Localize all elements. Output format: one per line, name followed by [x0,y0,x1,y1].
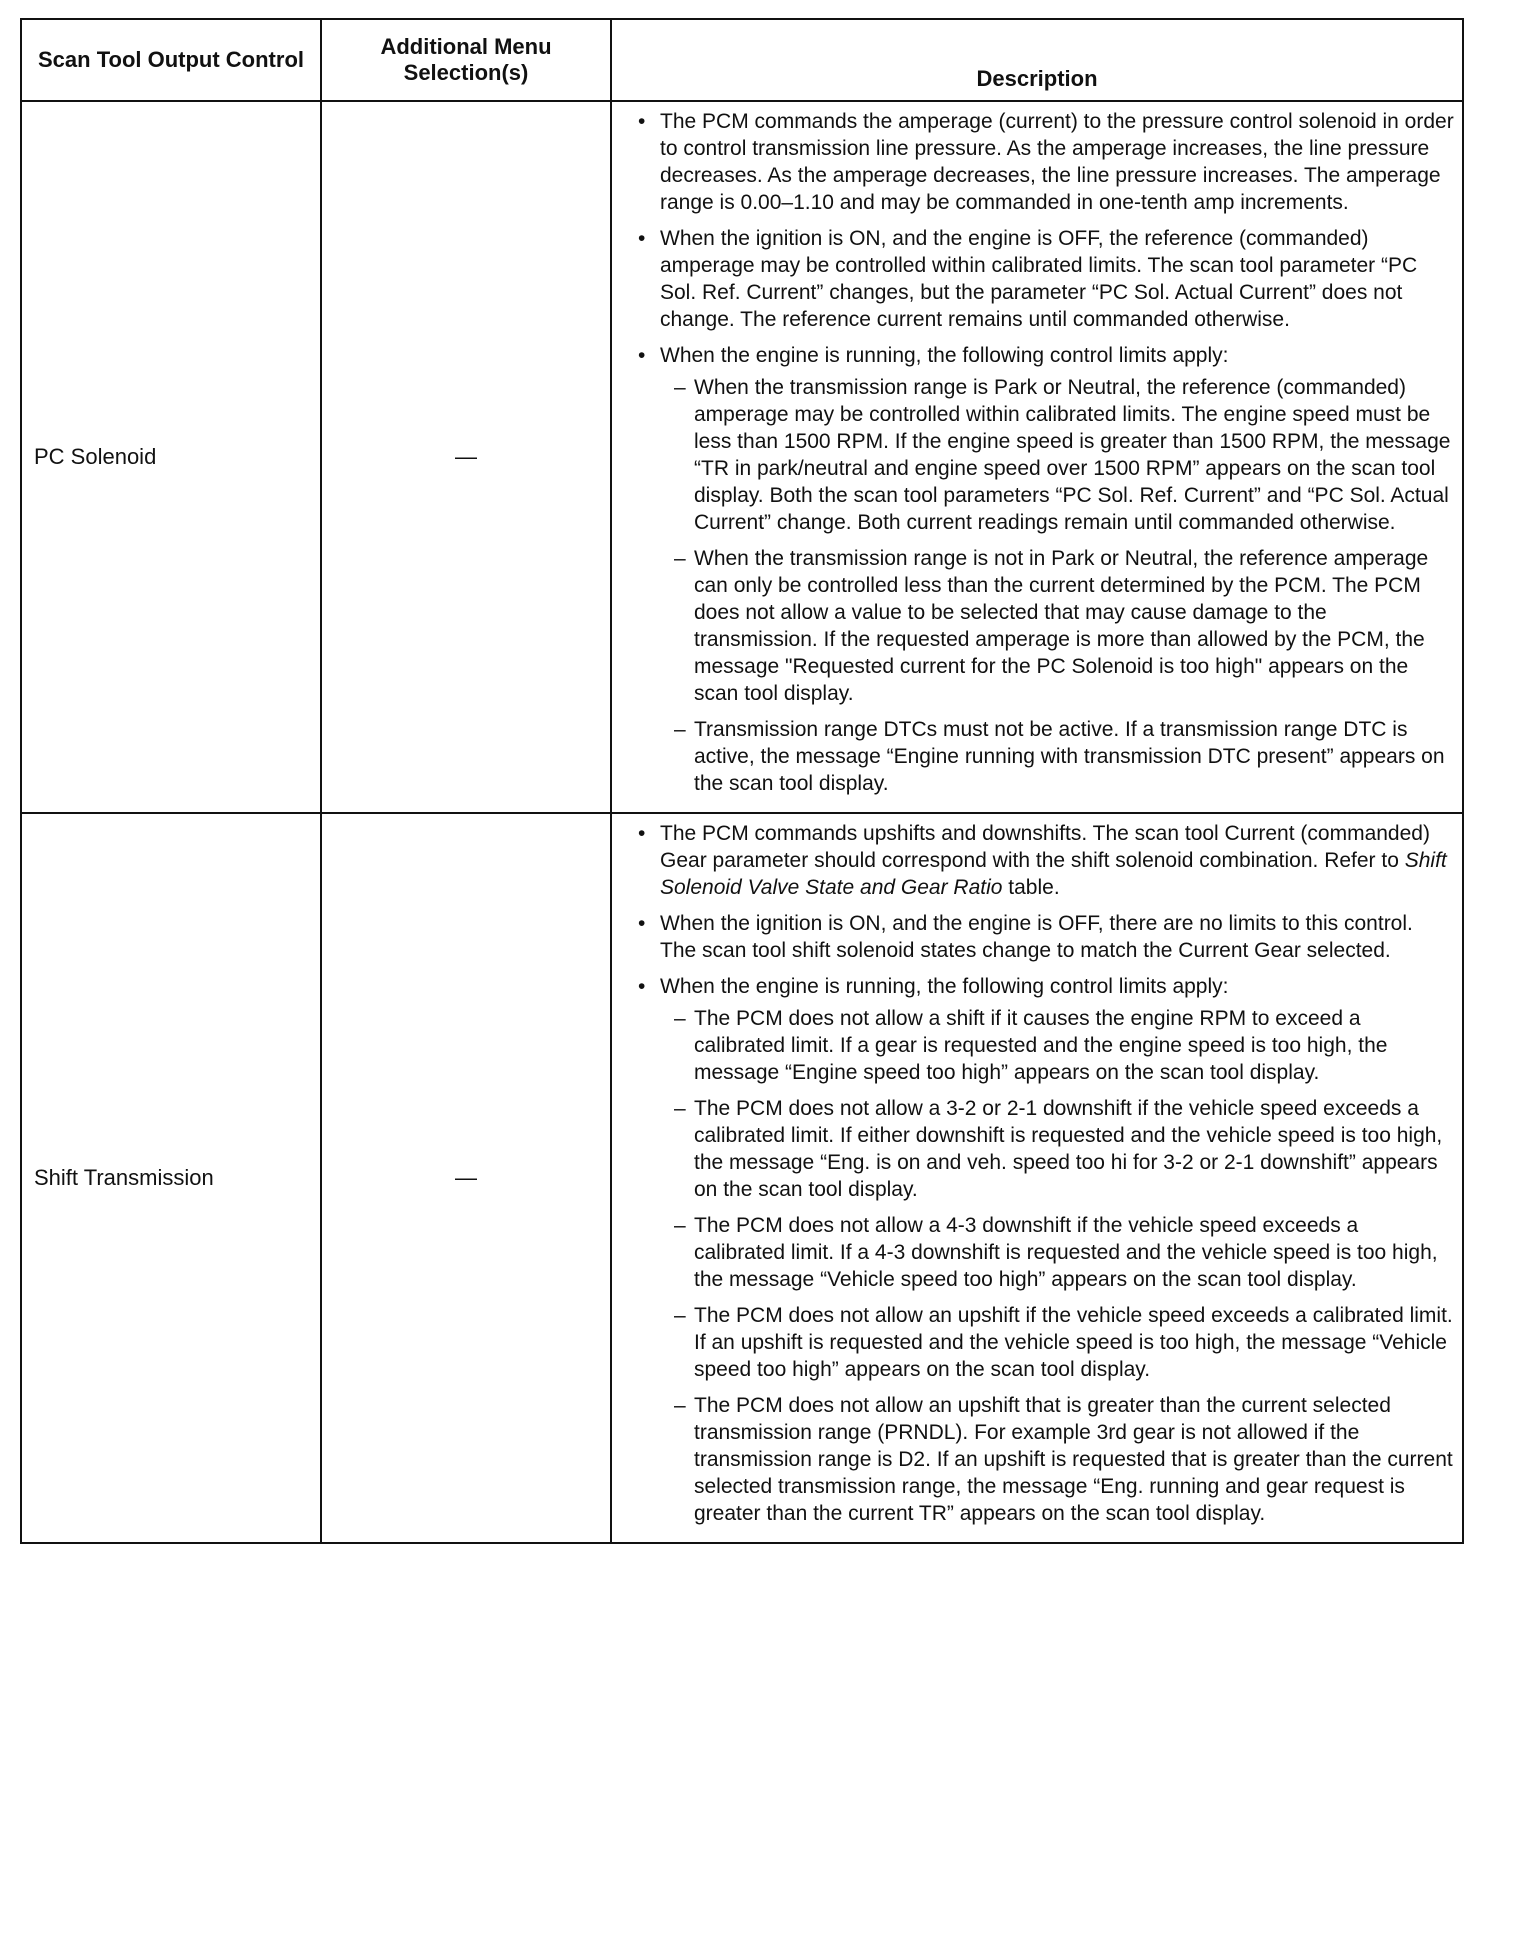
sub-item-text: The PCM does not allow a 4-3 downshift if the vehicle speed exceeds a calibrated limit. If a 4-3 downshift is requested and the vehicle speed is too high, the message “Vehicle speed too high” appears on the scan tool display. [694,1214,1438,1291]
row-control-name: Shift Transmission [21,813,321,1543]
row-description [611,813,1463,1543]
table-row [21,101,1463,813]
bullet-icon: • [638,110,646,133]
description-sub-item [660,374,1454,536]
bullet-icon: • [638,227,646,250]
bullet-text-tail: table. [1002,876,1060,899]
dash-icon: – [674,547,686,570]
sub-item-text: The PCM does not allow an upshift that is greater than the current selected transmission range (PRNDL). For example 3rd gear is not allowed if the transmission range is D2. If an upshift is requested that is greater than the current selected transmission range, the message “Eng. running and gear request is greater than the current TR” appears on the scan tool display. [694,1394,1453,1525]
description-bullet [630,342,1454,797]
sub-item-text: When the transmission range is not in Park or Neutral, the reference amperage can only be controlled less than the current determined by the PCM. The PCM does not allow a value to be selected that may cause damage to the transmission. If the requested amperage is more than allowed by the PCM, the message "Requested current for the PC Solenoid is too high" appears on the scan tool display. [694,547,1429,705]
description-bullet [630,973,1454,1527]
header-description: Description [611,19,1463,101]
row-menu-selection: — [321,101,611,813]
table-reference: Shift Solenoid Valve State and Gear Ratio [660,849,1447,899]
table-header-row [21,19,1463,101]
bullet-text: When the ignition is ON, and the engine is OFF, there are no limits to this control. The scan tool shift solenoid states change to match the Current Gear selected. [660,912,1413,962]
sub-item-text: When the transmission range is Park or Neutral, the reference (commanded) amperage may be controlled within calibrated limits. The engine speed must be less than 1500 RPM. If the engine speed is greater than 1500 RPM, the message “TR in park/neutral and engine speed over 1500 RPM” appears on the scan tool display. Both the scan tool parameters “PC Sol. Ref. Current” and “PC Sol. Actual Current” change. Both current readings remain until commanded otherwise. [694,376,1451,534]
dash-icon: – [674,376,686,399]
dash-icon: – [674,1214,686,1237]
dash-icon: – [674,1007,686,1030]
scan-tool-output-control-table [20,18,1464,1544]
description-sub-item [660,1392,1454,1527]
sub-item-text: The PCM does not allow an upshift if the vehicle speed exceeds a calibrated limit. If an upshift is requested and the vehicle speed is too high, the message “Vehicle speed too high” appears on the scan tool display. [694,1304,1453,1381]
bullet-text: When the ignition is ON, and the engine is OFF, the reference (commanded) amperage may be controlled within calibrated limits. The scan tool parameter “PC Sol. Ref. Current” changes, but the parameter “PC Sol. Actual Current” does not change. The reference current remains until commanded otherwise. [660,227,1418,331]
bullet-text: When the engine is running, the following control limits apply: [660,975,1229,998]
header-additional-menu-selections: Additional Menu Selection(s) [321,19,611,101]
dash-icon: – [674,1097,686,1120]
bullet-text: When the engine is running, the following control limits apply: [660,344,1229,367]
dash-icon: – [674,718,686,741]
description-sub-item [660,545,1454,707]
bullet-icon: • [638,344,646,367]
description-sub-item [660,1095,1454,1203]
description-sub-item [660,1302,1454,1383]
sub-item-text: The PCM does not allow a shift if it causes the engine RPM to exceed a calibrated limit. If a gear is requested and the engine speed is too high, the message “Engine speed too high” appears on the scan tool display. [694,1007,1388,1084]
bullet-icon: • [638,912,646,935]
description-sub-item [660,716,1454,797]
dash-icon: – [674,1304,686,1327]
row-menu-selection: — [321,813,611,1543]
description-bullet [630,820,1454,901]
header-scan-tool-output-control: Scan Tool Output Control [21,19,321,101]
bullet-icon: • [638,822,646,845]
bullet-text: The PCM commands the amperage (current) to the pressure control solenoid in order to control transmission line pressure. As the amperage increases, the line pressure decreases. As the amperage decreases, the line pressure increases. The amperage range is 0.00–1.10 and may be commanded in one-tenth amp increments. [660,110,1454,214]
description-bullet [630,225,1454,333]
description-sub-item [660,1005,1454,1086]
bullet-icon: • [638,975,646,998]
table-row [21,813,1463,1543]
row-control-name: PC Solenoid [21,101,321,813]
description-bullet [630,910,1454,964]
sub-item-text: The PCM does not allow a 3-2 or 2-1 downshift if the vehicle speed exceeds a calibrated limit. If either downshift is requested and the vehicle speed is too high, the message “Eng. is on and veh. speed too hi for 3-2 or 2-1 downshift” appears on the scan tool display. [694,1097,1443,1201]
dash-icon: – [674,1394,686,1417]
row-description [611,101,1463,813]
sub-item-text: Transmission range DTCs must not be active. If a transmission range DTC is active, the message “Engine running with transmission DTC present” appears on the scan tool display. [694,718,1445,795]
description-bullet [630,108,1454,216]
description-sub-item [660,1212,1454,1293]
bullet-text: The PCM commands upshifts and downshifts. The scan tool Current (commanded) Gear parameter should correspond with the shift solenoid combination. Refer to [660,822,1430,872]
